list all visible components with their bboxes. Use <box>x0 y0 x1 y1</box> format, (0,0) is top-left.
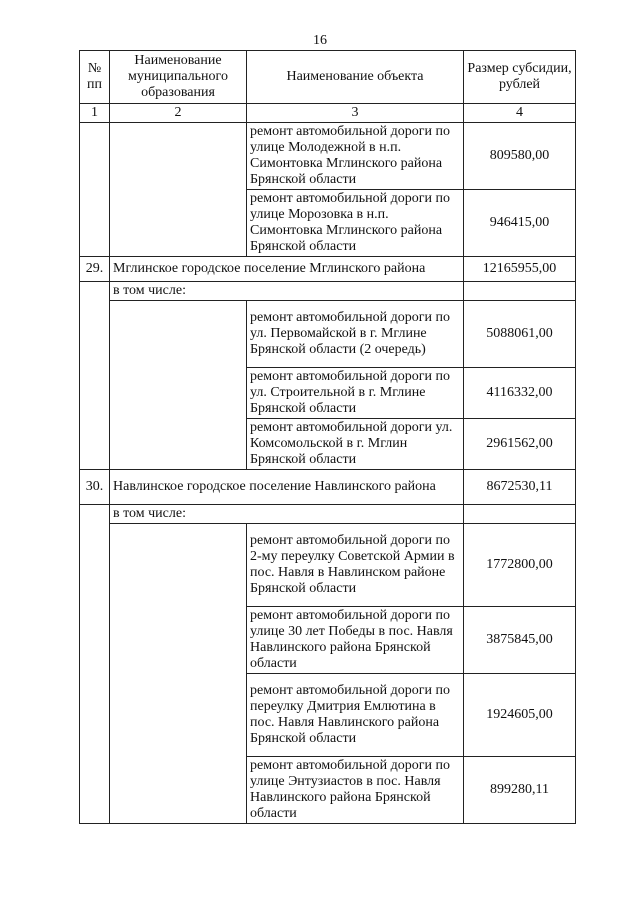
row-number: 29. <box>80 257 110 282</box>
empty-cell <box>110 301 247 470</box>
row-number: 30. <box>80 470 110 505</box>
municipality-total: 8672530,11 <box>464 470 576 505</box>
subsidy-table <box>79 50 576 824</box>
empty-cell <box>80 505 110 824</box>
table-row <box>80 301 576 368</box>
municipality-row <box>80 470 576 505</box>
header-number: № пп <box>80 51 110 104</box>
amount-cell: 3875845,00 <box>464 607 576 674</box>
column-number: 2 <box>110 104 247 123</box>
column-number: 1 <box>80 104 110 123</box>
header-amount: Размер субсидии, рублей <box>464 51 576 104</box>
object-cell: ремонт автомобильной дороги по улице Молодежной в н.п. Симонтовка Мглинского района Брянской области <box>247 123 464 190</box>
including-row <box>80 282 576 301</box>
empty-cell <box>80 123 110 257</box>
object-cell: ремонт автомобильной дороги по улице Морозовка в н.п. Симонтовка Мглинского района Брянской области <box>247 190 464 257</box>
object-cell: ремонт автомобильной дороги по улице Энтузиастов в пос. Навля Навлинского района Брянской области <box>247 757 464 824</box>
object-cell: ремонт автомобильной дороги ул. Комсомольской в г. Мглин Брянской области <box>247 419 464 470</box>
amount-cell: 899280,11 <box>464 757 576 824</box>
column-number: 3 <box>247 104 464 123</box>
amount-cell: 5088061,00 <box>464 301 576 368</box>
amount-cell: 809580,00 <box>464 123 576 190</box>
table-row <box>80 123 576 190</box>
header-object: Наименование объекта <box>247 51 464 104</box>
municipality-total: 12165955,00 <box>464 257 576 282</box>
object-cell: ремонт автомобильной дороги по переулку Дмитрия Емлютина в пос. Навля Навлинского района Брянской области <box>247 674 464 757</box>
including-label: в том числе: <box>110 505 464 524</box>
object-cell: ремонт автомобильной дороги по 2-му переулку Советской Армии в пос. Навля в Навлинском районе Брянской области <box>247 524 464 607</box>
object-cell: ремонт автомобильной дороги по ул. Строительной в г. Мглине Брянской области <box>247 368 464 419</box>
column-number: 4 <box>464 104 576 123</box>
header-municipality: Наименование муниципального образования <box>110 51 247 104</box>
municipality-name: Навлинское городское поселение Навлинского района <box>110 470 464 505</box>
empty-cell <box>80 282 110 470</box>
including-row <box>80 505 576 524</box>
municipality-row <box>80 257 576 282</box>
empty-cell <box>110 524 247 824</box>
amount-cell: 2961562,00 <box>464 419 576 470</box>
column-number-row <box>80 104 576 123</box>
amount-cell: 946415,00 <box>464 190 576 257</box>
amount-cell: 1924605,00 <box>464 674 576 757</box>
object-cell: ремонт автомобильной дороги по улице 30 лет Победы в пос. Навля Навлинского района Брянской области <box>247 607 464 674</box>
table-row <box>80 524 576 607</box>
empty-cell <box>464 505 576 524</box>
empty-cell <box>464 282 576 301</box>
municipality-name: Мглинское городское поселение Мглинского района <box>110 257 464 282</box>
page-number: 16 <box>313 33 327 48</box>
amount-cell: 4116332,00 <box>464 368 576 419</box>
object-cell: ремонт автомобильной дороги по ул. Первомайской в г. Мглине Брянской области (2 очередь) <box>247 301 464 368</box>
including-label: в том числе: <box>110 282 464 301</box>
table-header-row <box>80 51 576 104</box>
empty-cell <box>110 123 247 257</box>
amount-cell: 1772800,00 <box>464 524 576 607</box>
